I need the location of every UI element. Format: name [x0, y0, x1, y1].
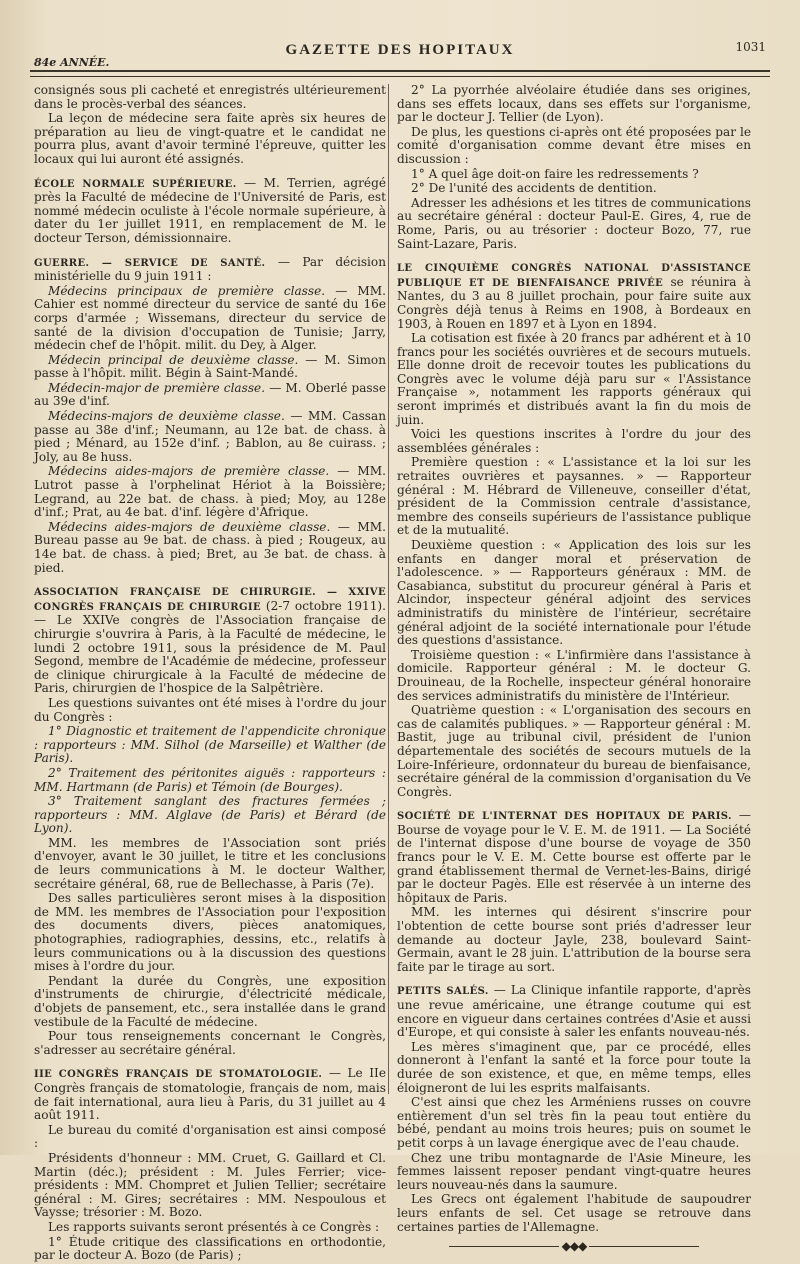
- paragraph: MM. les membres de l'Association sont priés d'envoyer, avant le 30 juillet, le titre et les conclusions de leurs communications à M. le docteur Walther, secrétaire général, 68, rue de Bellechasse, à Paris (7e).: [34, 835, 386, 891]
- rank-label: Médecins aides-majors de première classe.: [48, 464, 330, 479]
- paragraph: C'est ainsi que chez les Arméniens russes on couvre entièrement d'un sel très fin la peau tout entière du bébé, pendant au moins trois heures; puis on soumet le petit corps à un lavage énergique avec de l'eau chaude.: [397, 1095, 751, 1150]
- paragraph: 2° De l'unité des accidents de dentition.: [411, 181, 657, 196]
- paragraph: Chez une tribu montagnarde de l'Asie Mineure, les femmes laissent reposer pendant vingt-quatre heures leurs nouveau-nés dans la saumure.: [397, 1150, 751, 1192]
- rank-label: Médecins principaux de première classe.: [48, 283, 326, 298]
- paragraph: Les mères s'imaginent que, par ce procédé, elles donneront à l'enfant la santé et la force pour toute la durée de son existence, et que, en même temps, elles éloigneront de lui les esprits malfaisants.: [397, 1039, 751, 1095]
- paragraph: La cotisation est fixée à 20 francs par adhérent et à 10 francs pour les sociétés ouvrières et de secours mutuels. Elle donne droit de recevoir toutes les publications du Congrès avec le volume déjà paru sur « l'Assistance Française », notamment les rapports généraux qui seront imprimés et distribués avant la fin du mois de juin.: [397, 331, 751, 427]
- section-heading: IIE CONGRÈS FRANÇAIS DE STOMATOLOGIE.: [34, 1069, 323, 1081]
- paragraph: Les questions suivantes ont été mises à l'ordre du jour du Congrès :: [34, 695, 386, 724]
- paragraph: — Par décision ministérielle du 9 juin 1911 :: [34, 254, 386, 284]
- section-heading: SOCIÉTÉ DE L'INTERNAT DES HOPITAUX DE PARIS.: [397, 811, 732, 823]
- section-heading: ASSOCIATION FRANÇAISE DE CHIRURGIE. — XXIVE CONGRÈS FRANÇAIS DE CHIRURGIE: [34, 587, 386, 613]
- paragraph: 1° Étude critique des classifications en orthodontie, par le docteur A. Bozo (de Paris) ;: [34, 1234, 386, 1263]
- paragraph: La leçon de médecine sera faite après six heures de préparation au lieu de vingt-quatre et le candidat ne pourra plus, avant d'avoir terminé l'épreuve, quitter les locaux qui lui auront été assignés.: [34, 111, 386, 166]
- intro-section: [34, 84, 386, 167]
- paragraph: MM. les internes qui désirent s'inscrire pour l'obtention de cette bourse sont priés d'adresser leur demande au docteur Jayle, 238, boulevard Saint-Germain, avant le 28 juin. L'attribution de la bourse sera faite par le tirage au sort.: [397, 905, 751, 974]
- ecole-section: [34, 177, 386, 246]
- paragraph: — MM. Lutrot passe à l'orphelinat Hériot à la Boissière; Legrand, au 22e bat. de chass. à pied; Moy, au 128e d'inf.; Prat, au 4e bat. d'inf. légère d'Afrique.: [34, 464, 386, 520]
- paragraph: — M. Simon passe à l'hôpit. milit. Bégin à Saint-Mandé.: [34, 352, 386, 381]
- header-rule-thick: [30, 70, 770, 72]
- paragraph: Présidents d'honneur : MM. Cruet, G. Gaillard et Cl. Martin (déc.); président : M. Jules Ferrier; vice-présidents : MM. Chompret et Julien Tellier; secrétaire général : M. Gires; secrétaires : MM. Nespoulous et Vaysse; trésorier : M. Bozo.: [34, 1150, 386, 1220]
- paragraph: 1° Diagnostic et traitement de l'appendicite chronique : rapporteurs : MM. Silhol (de Marseille) et Walther (de Paris).: [34, 724, 386, 766]
- paragraph: — M. Oberlé passe au 39e d'inf.: [34, 380, 386, 409]
- paragraph: (2-7 octobre 1911). — Le XXIVe congrès de l'Association française de chirurgie s'ouvrira à Paris, à la Faculté de médecine, le lundi 2 octobre 1911, sous la présidence de M. Paul Segond, membre de l'Académie de médecine, professeur de clinique chirurgicale à la Faculté de médecine de Paris, chirurgien de l'hospice de la Salpêtrière.: [34, 598, 386, 696]
- right-column: [397, 84, 751, 1254]
- paragraph: Première question : « L'assistance et la loi sur les retraites ouvrières et paysannes. » — Rapporteur général : M. Hébrard de Villeneuve, conseiller d'état, président de la Commission centrale d'assistance, membre des conseils supérieurs de l'assistance publique et de la mutualité.: [397, 455, 751, 538]
- paragraph: Adresser les adhésions et les titres de communications au secrétaire général : docteur Paul-E. Gires, 4, rue de Rome, Paris, ou au trésorier : docteur Bozo, 77, rue Saint-Lazare, Paris.: [397, 195, 751, 251]
- section-heading: PETITS SALÉS.: [397, 986, 489, 998]
- petits-sales-section: [397, 984, 751, 1234]
- page-header: [30, 38, 770, 68]
- paragraph: — Bourse de voyage pour le V. E. M. de 1911. — La Société de l'internat dispose d'une bourse de voyage de 350 francs pour le V. E. M. Cette bourse est offerte par le grand établissement thermal de Vernet-les-Bains, dirigé par le docteur Pagès. Elle est réservée à un interne des hôpitaux de Paris.: [397, 808, 751, 905]
- paragraph: Les rapports suivants seront présentés à ce Congrès :: [48, 1219, 380, 1234]
- paragraph: — M. Terrien, agrégé près la Faculté de médecine de l'Université de Paris, est nommé médecin oculiste à l'école normale supérieure, à dater du 1er juillet 1911, en remplacement de M. le docteur Terson, démissionnaire.: [34, 175, 386, 245]
- ornament-line: [589, 1246, 699, 1247]
- paragraph: De plus, les questions ci-après ont été proposées par le comité d'organisation comme devant être mises en discussion :: [397, 124, 751, 166]
- rank-label: Médecin principal de deuxième classe.: [48, 352, 299, 367]
- edition-label: 84e ANNÉE.: [34, 56, 110, 69]
- paragraph: Voici les questions inscrites à l'ordre du jour des assemblées générales :: [397, 427, 751, 455]
- section-heading: GUERRE. — SERVICE DE SANTÉ.: [34, 257, 266, 269]
- afc-section: [34, 585, 386, 1057]
- paragraph: 3° Traitement sanglant des fractures fermées ; rapporteurs : MM. Alglave (de Paris) et Bérard (de Lyon).: [34, 794, 386, 836]
- end-ornament: [397, 1240, 751, 1254]
- paragraph: — La Clinique infantile rapporte, d'après une revue américaine, une étrange coutume qui est encore en vigueur dans certaines contrées d'Asie et aussi d'Europe, et qui consiste à saler les enfants nouveau-nés.: [397, 983, 751, 1040]
- paragraph: — MM. Cassan passe au 38e d'inf.; Neumann, au 12e bat. de chass. à pied ; Ménard, au 152e d'inf. ; Bablon, au 8e cuirass. ; Joly, au 8e huss.: [34, 409, 386, 464]
- paragraph: 1° A quel âge doit-on faire les redressements ?: [411, 166, 699, 181]
- assistance-section: [397, 261, 751, 799]
- page-number: 1031: [735, 40, 766, 54]
- paragraph: Pendant la durée du Congrès, une exposition d'instruments de chirurgie, d'électricité médicale, d'objets de pansement, etc., sera installée dans le grand vestibule de la Faculté de médecine.: [34, 973, 386, 1029]
- paragraph: se réunira à Nantes, du 3 au 8 juillet prochain, pour faire suite aux Congrès déjà tenus à Reims en 1908, à Bordeaux en 1903, à Rouen en 1897 et à Lyon en 1894.: [397, 274, 751, 331]
- paragraph: Le bureau du comité d'organisation est ainsi composé :: [34, 1122, 386, 1151]
- stomatology-section: [34, 1067, 386, 1262]
- ornament-line: [449, 1246, 559, 1247]
- rank-label: Médecins-majors de deuxième classe.: [48, 409, 285, 424]
- header-rule-thin: [30, 76, 770, 77]
- paragraph: Deuxième question : « Application des lois sur les enfants en danger moral et préservation de l'adolescence. » — Rapporteurs généraux : MM. de Casabianca, substitut du procureur général à Paris et Alcindor, inspecteur général adjoint des services administratifs du ministère de l'intérieur, secrétaire général adjoint de la société internationale pour l'étude des questions d'assistance.: [397, 538, 751, 648]
- paragraph: 2° Traitement des péritonites aiguës : rapporteurs : MM. Hartmann (de Paris) et Témoin (de Bourges).: [34, 765, 386, 794]
- paragraph: consignés sous pli cacheté et enregistrés ultérieurement dans le procès-verbal des séances.: [34, 83, 386, 111]
- section-heading: LE CINQUIÈME CONGRÈS NATIONAL D'ASSISTANCE PUBLIQUE ET DE BIENFAISANCE PRIVÉE: [397, 263, 751, 289]
- paragraph: Pour tous renseignements concernant le Congrès, s'adresser au secrétaire général.: [34, 1029, 386, 1057]
- paragraph: Des salles particulières seront mises à la disposition de MM. les membres de l'Association pour l'exposition des documents divers, pièces anatomiques, photographies, radiographies, dessins, etc., relatifs à leurs communications ou à la discussion des questions mises à l'ordre du jour.: [34, 891, 386, 974]
- left-column: [34, 84, 386, 1264]
- paragraph: — MM. Cahier est nommé directeur du service de santé du 16e corps d'armée ; Wissemans, directeur du service de santé de la division d'occupation de Tunisie; Jarry, médecin chef de l'hôpit. milit. du Dey, à Alger.: [34, 283, 386, 353]
- paragraph: — MM. Bureau passe au 9e bat. de chass. à pied ; Rougeux, au 14e bat. de chass. à pied; Bret, au 3e bat. de chass. à pied.: [34, 519, 386, 575]
- column-divider: [388, 84, 389, 1094]
- paragraph: 2° La pyorrhée alvéolaire étudiée dans ses origines, dans ses effets locaux, dans ses effets sur l'organisme, par le docteur J. Tellier (de Lyon).: [397, 83, 751, 125]
- paragraph: Les Grecs ont également l'habitude de saupoudrer leurs enfants de sel. Cet usage se retrouve dans certaines parties de l'Allemagne.: [397, 1192, 751, 1234]
- internat-section: [397, 809, 751, 974]
- rank-label: Médecins aides-majors de deuxième classe.: [48, 519, 331, 534]
- guerre-section: [34, 256, 386, 576]
- paragraph: — Le IIe Congrès français de stomatologie, français de nom, mais de fait international, aura lieu à Paris, du 31 juillet au 4 août 1911.: [34, 1066, 386, 1123]
- stomatology-continued: [397, 84, 751, 251]
- section-heading: ÉCOLE NORMALE SUPÉRIEURE.: [34, 178, 237, 190]
- ornament-glyph: ◆◆◆: [561, 1239, 587, 1254]
- rank-label: Médecin-major de première classe.: [48, 380, 266, 395]
- journal-title: GAZETTE DES HOPITAUX: [285, 42, 515, 58]
- paragraph: Troisième question : « L'infirmière dans l'assistance à domicile. Rapporteur général : M. le docteur G. Drouineau, de la Rochelle, inspecteur général honoraire des services administratifs du ministère de l'Intérieur.: [397, 647, 751, 703]
- paragraph: Quatrième question : « L'organisation des secours en cas de calamités publiques. » — Rapporteur général : M. Bastit, juge au tribunal civil, président de l'union départementale des sociétés de secours mutuels de la Loire-Inférieure, ordonnateur du bureau de bienfaisance, secrétaire général de la commission d'organisation du Ve Congrès.: [397, 703, 751, 799]
